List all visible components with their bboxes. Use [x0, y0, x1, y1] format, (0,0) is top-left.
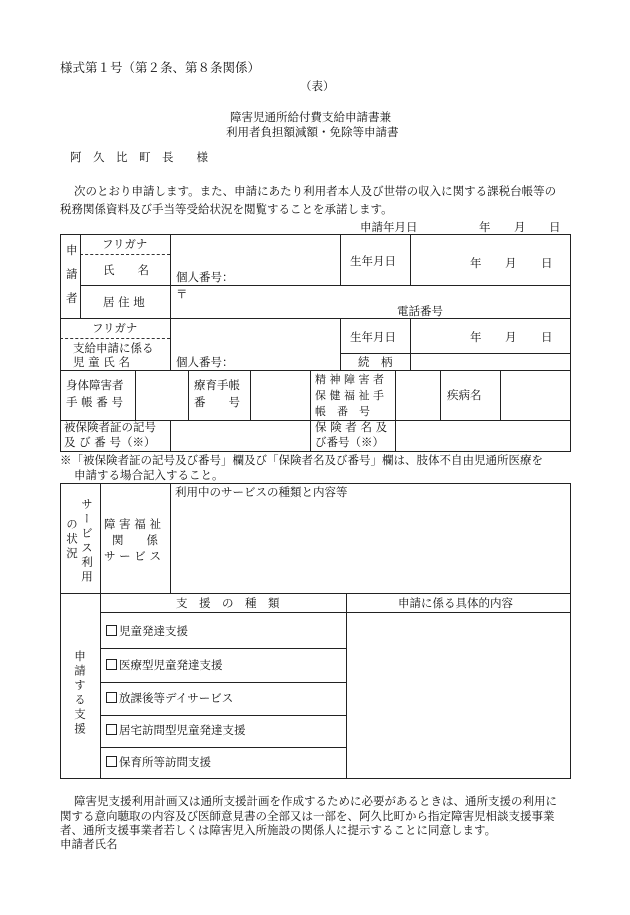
service-usage-vertical-1: サービス利用 — [80, 498, 94, 585]
support-table — [60, 594, 571, 779]
mental-cert-label-line2: 保 健 福 祉 手 — [315, 389, 384, 402]
application-date-day: 日 — [549, 220, 561, 234]
applicant-furigana-label: フリガナ — [102, 237, 148, 251]
child-birth-month: 月 — [505, 330, 517, 344]
service-usage-header: 利用中のサービスの種類と内容等 — [175, 485, 348, 499]
mental-cert-label-line1: 精 神 障 害 者 — [315, 373, 384, 386]
welfare-service-label-line3: サ ー ビ ス — [104, 549, 161, 563]
applicant-birth-label: 生年月日 — [350, 254, 396, 268]
applicant-my-number-label: 個人番号： — [176, 270, 234, 284]
insurer-label-line2: び番号（※） — [315, 435, 384, 449]
postal-mark: 〒 — [176, 287, 188, 301]
note-line2: 申請する場合記入すること。 — [74, 468, 224, 482]
side-label: （表） — [300, 79, 335, 93]
rehab-cert-label-line2: 番 号 — [194, 395, 240, 409]
consent-line3: 者、通所支援事業者若しくは障害児入所施設の関係人に提示することに同意します。 — [60, 823, 497, 837]
support-item-after-school-day-service[interactable]: 放課後等デイサービス — [106, 692, 233, 706]
intro-line1: 次のとおり申請します。また、申請にあたり利用者本人及び世帯の収入に関する課税台帳等の — [74, 184, 557, 198]
addressee: 阿 久 比 町 長 様 — [70, 150, 208, 164]
applicant-address-label: 居 住 地 — [103, 295, 145, 309]
form-title-line1: 障害児通所給付費支給申請書兼 — [230, 110, 391, 124]
child-name-label-line1: 支給申請に係る — [73, 341, 154, 355]
support-detail-header: 申請に係る具体的内容 — [398, 596, 513, 610]
physical-cert-label-line2: 手 帳 番 号 — [66, 395, 123, 409]
disease-label: 疾病名 — [447, 388, 482, 402]
support-item-child-development[interactable]: 児童発達支援 — [106, 625, 188, 639]
applicant-birth-day: 日 — [541, 256, 553, 270]
support-item-nursery-visit[interactable]: 保育所等訪問支援 — [106, 756, 211, 770]
physical-cert-label-line1: 身体障害者 — [66, 378, 124, 392]
support-item-medical-child-development[interactable]: 医療型児童発達支援 — [106, 659, 223, 673]
application-date-label: 申請年月日 — [360, 220, 418, 234]
child-my-number-label: 個人番号： — [176, 355, 234, 369]
intro-line2: 税務関係資料及び手当等受給状況を閲覧することを承諾します。 — [60, 202, 393, 216]
rehab-cert-label-line1: 療育手帳 — [194, 378, 240, 392]
application-date-month: 月 — [514, 220, 526, 234]
child-birth-year: 年 — [470, 330, 482, 344]
checkbox-icon[interactable] — [106, 724, 117, 735]
support-type-header: 支 援 の 種 類 — [176, 596, 280, 610]
applicant-section-char3: 者 — [66, 291, 78, 305]
checkbox-icon[interactable] — [106, 659, 117, 670]
support-item-home-visit-development[interactable]: 居宅訪問型児童発達支援 — [106, 724, 246, 738]
child-name-label-line2: 児 童 氏 名 — [73, 355, 130, 369]
mental-cert-label-line3: 帳 番 号 — [315, 405, 370, 418]
consent-line2: 関する意向聴取の内容及び医師意見書の全部又は一部を、阿久比町から指定障害児相談支援事業 — [60, 809, 555, 823]
signature-label: 申請者氏名 — [60, 837, 118, 851]
consent-line1: 障害児支援利用計画又は通所支援計画を作成するために必要があるときは、通所支援の利用に — [74, 794, 557, 808]
applicant-name-label: 氏 名 — [103, 263, 149, 277]
checkbox-icon[interactable] — [106, 625, 117, 636]
service-usage-vertical-2: の状況 — [65, 518, 79, 562]
note-line1: ※「被保険者証の記号及び番号」欄及び「保険者名及び番号」欄は、肢体不自由児通所医療を — [60, 453, 543, 467]
application-date-year: 年 — [479, 220, 491, 234]
child-birth-day: 日 — [541, 330, 553, 344]
support-vertical-label: 申請する支援 — [73, 650, 87, 737]
applicant-section-char1: 申 — [66, 243, 78, 257]
applicant-birth-year: 年 — [470, 256, 482, 270]
checkbox-icon[interactable] — [106, 692, 117, 703]
applicant-section-char2: 請 — [66, 267, 78, 281]
welfare-service-label-line1: 障 害 福 祉 — [104, 517, 161, 531]
relation-label: 続 柄 — [358, 355, 393, 369]
child-birth-label: 生年月日 — [350, 330, 396, 344]
form-number: 様式第１号（第２条、第８条関係） — [60, 60, 261, 75]
applicant-birth-month: 月 — [505, 256, 517, 270]
form-title-line2: 利用者負担額減額・免除等申請書 — [226, 125, 399, 139]
checkbox-icon[interactable] — [106, 756, 117, 767]
welfare-service-label-line2: 関 係 — [112, 533, 158, 547]
child-furigana-label: フリガナ — [92, 321, 138, 335]
insured-label-line2: 及 び 番 号（※） — [64, 435, 156, 449]
insured-label-line1: 被保険者証の記号 — [64, 420, 156, 434]
phone-label: 電話番号 — [397, 304, 443, 318]
insurer-label-line1: 保 険 者 名 及 — [315, 420, 388, 434]
